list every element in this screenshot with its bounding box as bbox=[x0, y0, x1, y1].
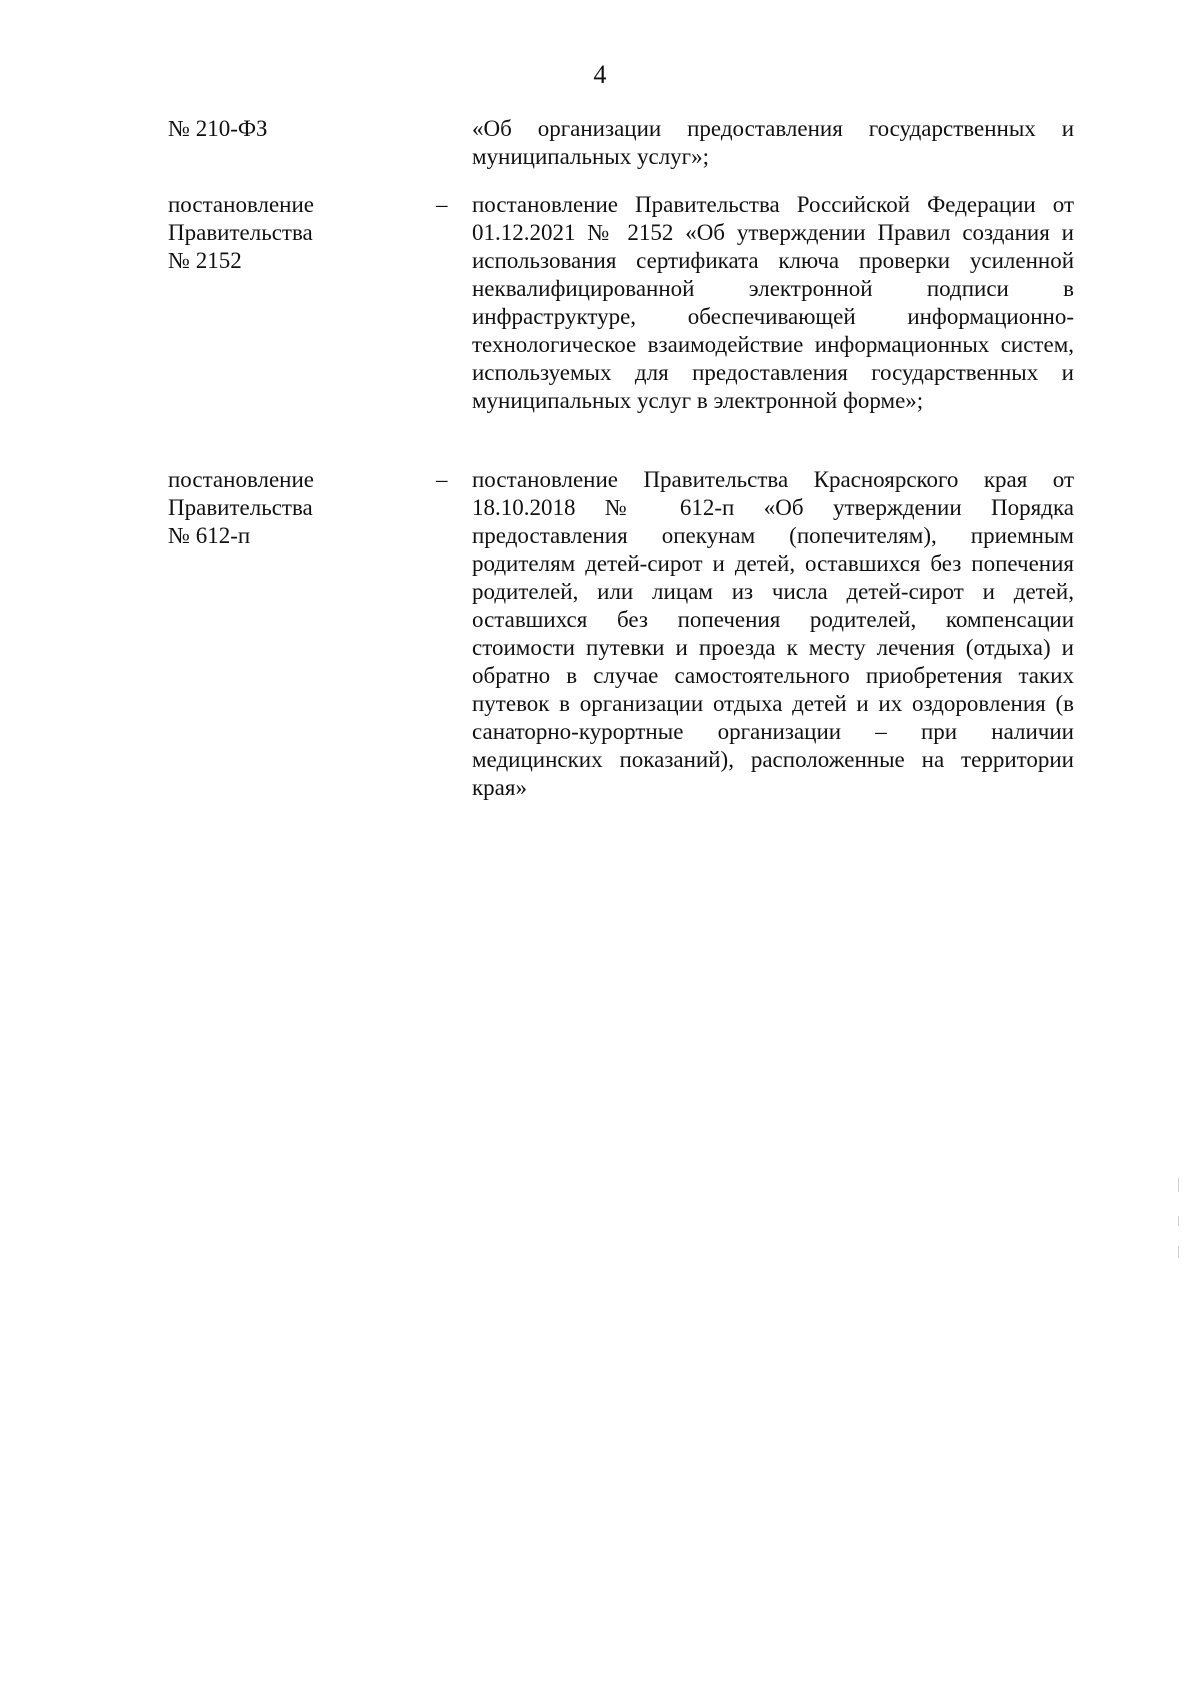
entry-definition: постановление Правительства Красноярского края от 18.10.2018 № 612-п «Об утверждении Порядка предоставления опекунам (попечителям), приемным родителям детей-сирот и детей, оставшихся без попечения родителей, или лицам из числа детей-сирот и детей, оставшихся без попечения родителей, компенсации стоимости путевки и проезда к месту лечения (отдыха) и обратно в случае самостоятельного приобретения таких путевок в организации отдыха детей и их оздоровления (в санаторно-курортные организации – при наличии медицинских показаний), расположенные на территории края» bbox=[472, 467, 1074, 800]
entry-definition: «Об организации предоставления государственных и муниципальных услуг»; bbox=[472, 116, 1074, 169]
scan-artifact-mark bbox=[1178, 1216, 1179, 1226]
entry-term: постановление Правительства № 612-п bbox=[168, 467, 315, 548]
entry-definition: постановление Правительства Российской Федерации от 01.12.2021 № 2152 «Об утверждении Правил создания и использования сертификата ключа проверки усиленной неквалифицированной электронной подписи в инфраструктуре, обеспечивающей информационно-технологическое взаимодействие информационных систем, используемых для предоставления государственных и муниципальных услуг в электронной форме»; bbox=[472, 192, 1074, 413]
entry-term: постановление Правительства № 2152 bbox=[168, 192, 315, 273]
scan-artifact-mark bbox=[1178, 1178, 1179, 1192]
scan-artifact-mark bbox=[1178, 1246, 1179, 1258]
entry-dash: – bbox=[436, 192, 448, 217]
entry-term: № 210-ФЗ bbox=[168, 116, 268, 141]
page-number: 4 bbox=[593, 60, 607, 89]
entry-dash: – bbox=[436, 467, 448, 492]
